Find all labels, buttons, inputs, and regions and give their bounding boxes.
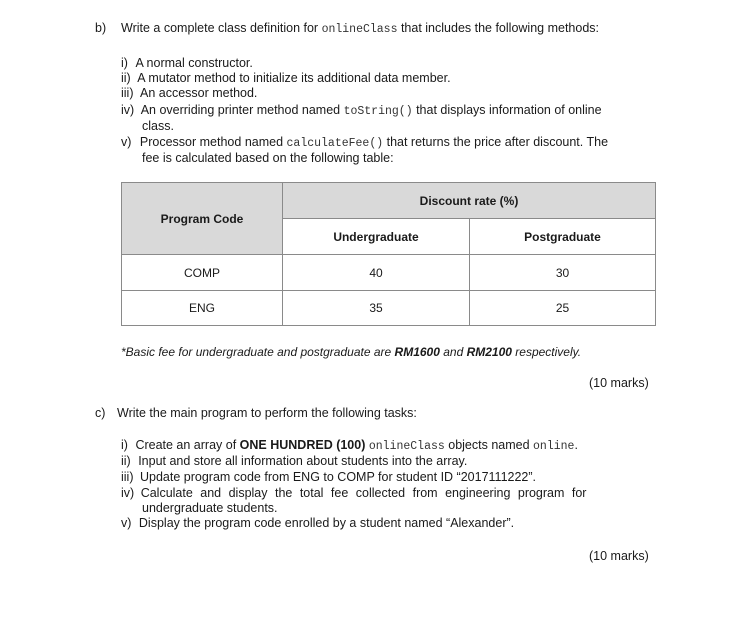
class-name-code: onlineClass — [368, 440, 445, 453]
part-b-item-iv-cont: class. — [142, 119, 174, 133]
row-program-code: ENG — [122, 291, 283, 326]
table-row — [122, 255, 656, 291]
part-b-item-v: v) Processor method named calculateFee() that returns the price after discount. The — [121, 135, 609, 150]
part-b-label: b) — [95, 21, 107, 35]
tostring-code: toString() — [343, 105, 413, 118]
undergraduate-header: Undergraduate — [283, 219, 470, 255]
part-b-item-v-cont: fee is calculated based on the following table: — [142, 151, 394, 165]
part-b-intro-pre: Write a complete class definition for — [121, 21, 322, 35]
part-c-item-i: i) Create an array of ONE HUNDRED (100) onlineClass objects named online. — [121, 438, 578, 453]
postgraduate-header: Postgraduate — [470, 219, 656, 255]
part-b-item-i: i) A normal constructor. — [121, 56, 253, 70]
part-b-item-iii: iii) An accessor method. — [121, 86, 258, 100]
row-program-code: COMP — [122, 255, 283, 291]
part-b-item-ii: ii) A mutator method to initialize its additional data member. — [121, 71, 451, 85]
discount-table — [121, 182, 656, 326]
row-undergrad-rate: 35 — [283, 291, 470, 326]
class-name-code: onlineClass — [321, 23, 398, 36]
part-c-item-v: v) Display the program code enrolled by a student named “Alexander”. — [121, 516, 515, 530]
table-row — [122, 291, 656, 326]
part-c-item-iii: iii) Update program code from ENG to COMP for student ID “2017111222”. — [121, 470, 537, 484]
part-c-item-ii: ii) Input and store all information about students into the array. — [121, 454, 468, 468]
part-b-intro — [121, 21, 599, 36]
undergrad-fee: RM1600 — [394, 345, 440, 359]
part-c-label: c) — [95, 406, 106, 420]
array-size: ONE HUNDRED (100) — [239, 438, 366, 452]
part-c-marks: (10 marks) — [589, 549, 649, 563]
row-undergrad-rate: 40 — [283, 255, 470, 291]
part-b-item-iv: iv) An overriding printer method named toString() that displays information of online — [121, 103, 602, 118]
row-postgrad-rate: 30 — [470, 255, 656, 291]
array-name-code: online — [533, 440, 575, 453]
discount-rate-header: Discount rate (%) — [283, 183, 656, 219]
program-code-header: Program Code — [122, 183, 283, 255]
part-b-intro-post: that includes the following methods: — [397, 21, 599, 35]
postgrad-fee: RM2100 — [466, 345, 512, 359]
part-c-intro: Write the main program to perform the following tasks: — [117, 406, 417, 420]
part-b-marks: (10 marks) — [589, 376, 649, 390]
row-postgrad-rate: 25 — [470, 291, 656, 326]
calculatefee-code: calculateFee() — [286, 137, 384, 150]
basic-fee-note: *Basic fee for undergraduate and postgraduate are RM1600 and RM2100 respectively. — [121, 345, 582, 359]
part-c-item-iv: iv) Calculate and display the total fee collected from engineering program for — [121, 486, 587, 500]
part-c-item-iv-cont: undergraduate students. — [142, 501, 278, 515]
